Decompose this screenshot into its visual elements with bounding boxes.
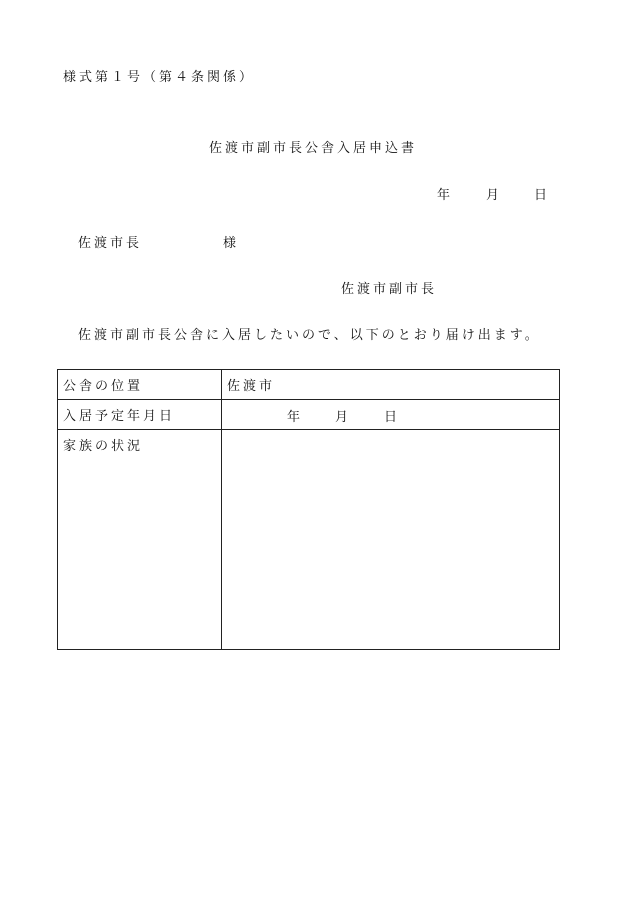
addressee-honorific: 様 xyxy=(223,236,240,251)
location-value[interactable]: 佐渡市 xyxy=(222,370,560,400)
date-year-label: 年 xyxy=(437,188,454,203)
application-table xyxy=(57,369,560,650)
move-in-year-label: 年 xyxy=(287,410,304,425)
table-row-move-in-date xyxy=(58,400,560,430)
date-day-label: 日 xyxy=(534,188,551,203)
move-in-date-value[interactable] xyxy=(222,400,560,430)
location-label: 公舎の位置 xyxy=(58,370,222,400)
addressee-name: 佐渡市長 xyxy=(78,236,143,251)
date-month-label: 月 xyxy=(486,188,503,203)
family-status-value[interactable] xyxy=(222,430,560,650)
applicant-name: 佐渡市副市長 xyxy=(341,282,438,297)
table-row-location xyxy=(58,370,560,400)
move-in-month-label: 月 xyxy=(335,410,352,425)
form-number: 様式第１号（第４条関係） xyxy=(63,70,256,85)
table-row-family xyxy=(58,430,560,650)
move-in-date-label: 入居予定年月日 xyxy=(58,400,222,430)
document-title: 佐渡市副市長公舎入居申込書 xyxy=(209,141,418,156)
body-text: 佐渡市副市長公舎に入居したいので、以下のとおり届け出ます。 xyxy=(78,328,541,343)
move-in-day-label: 日 xyxy=(384,410,401,425)
move-in-date-fields xyxy=(222,400,559,429)
family-status-label: 家族の状況 xyxy=(58,430,222,650)
